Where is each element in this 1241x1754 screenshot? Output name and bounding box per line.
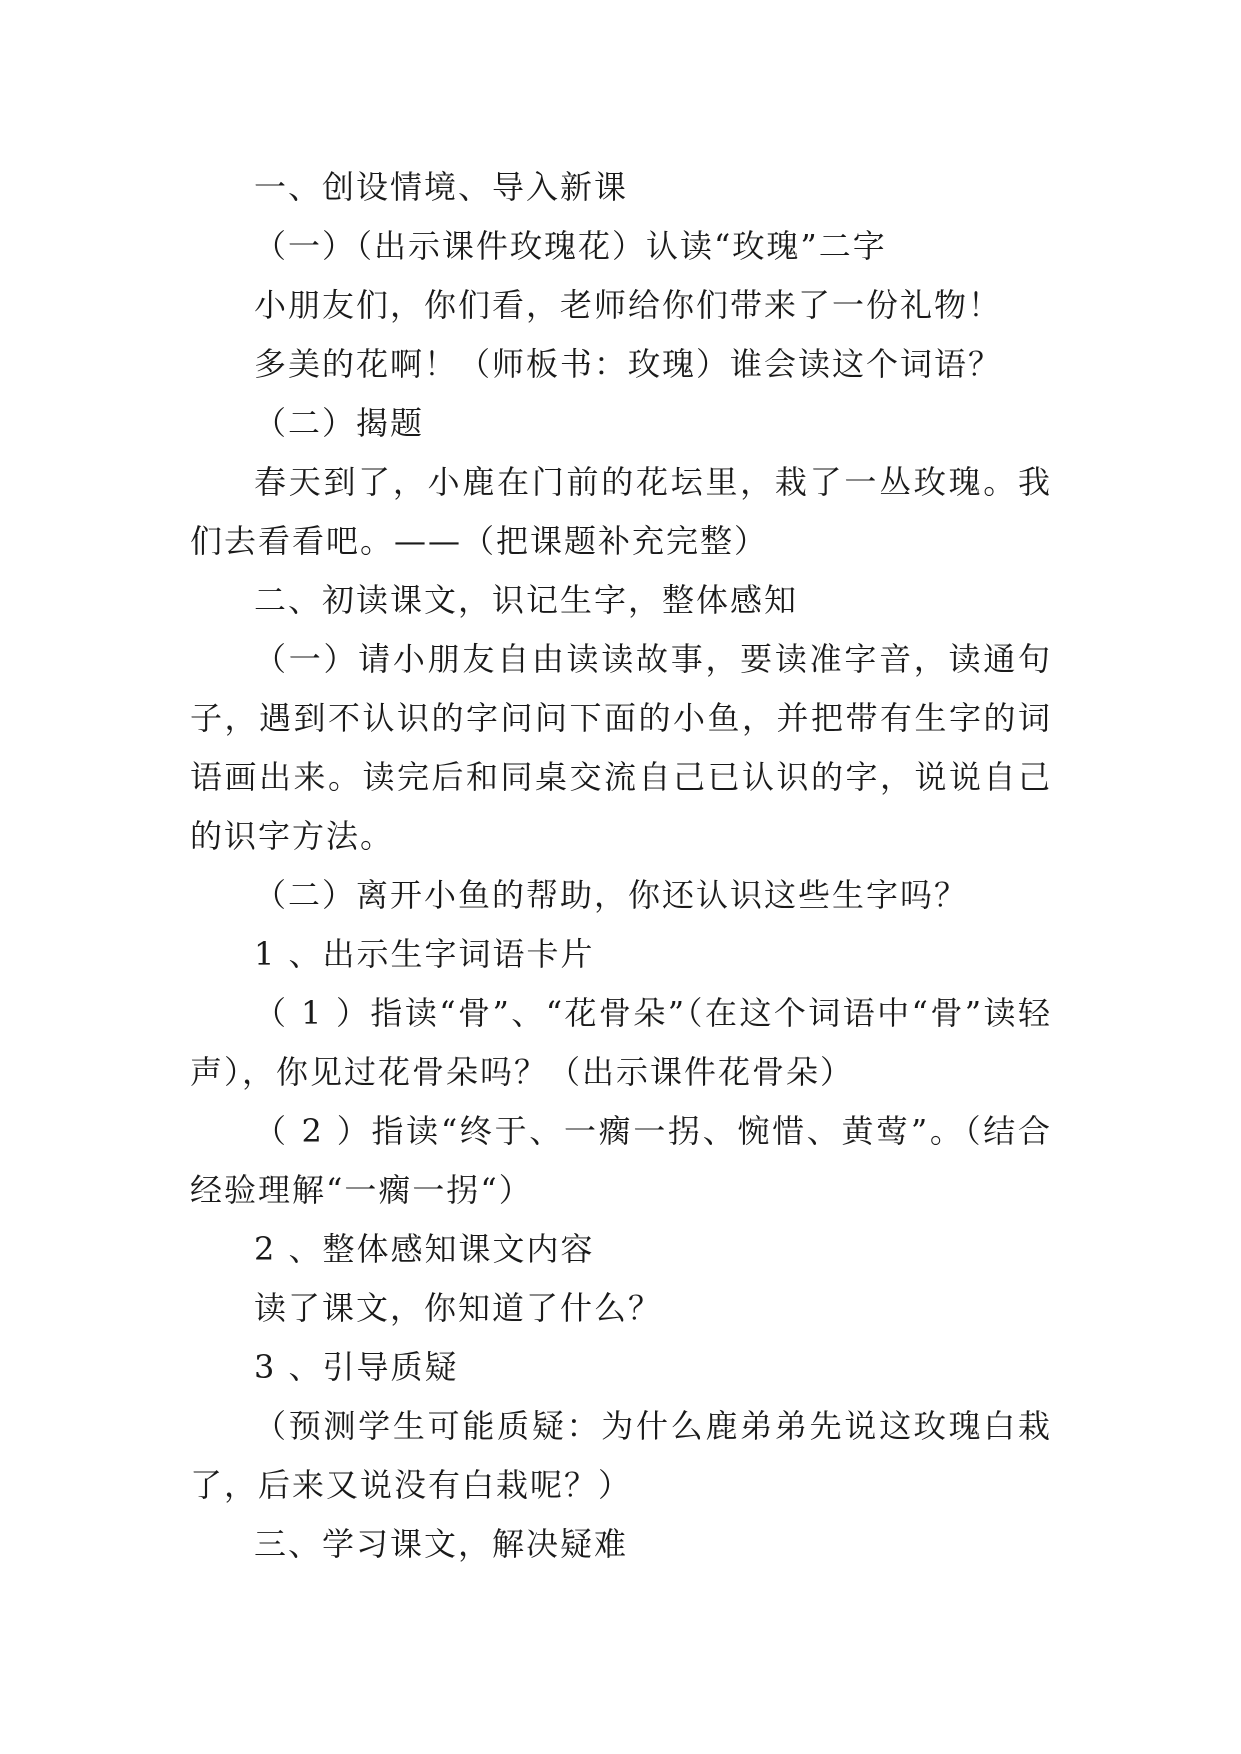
heading-section-1: 一、创设情境、导入新课	[254, 168, 629, 206]
subheading-1-2: （二）揭题	[254, 404, 425, 442]
paragraph: （ 2 ）指读“终于、一瘸一拐、惋惜、黄莺”。（结合经验理解“一瘸一拐“）	[190, 1112, 1052, 1209]
subheading-2-2: （二）离开小鱼的帮助，你还认识这些生字吗？	[254, 876, 969, 914]
paragraph: （ 1 ）指读“骨”、“花骨朵”（在这个词语中“骨”读轻声），你见过花骨朵吗？（出示课件花骨朵）	[190, 994, 1052, 1091]
paragraph: 读了课文，你知道了什么？	[254, 1289, 663, 1327]
heading-section-3: 三、学习课文，解决疑难	[254, 1525, 629, 1563]
document-body	[190, 158, 1052, 1574]
paragraph: 春天到了，小鹿在门前的花坛里，栽了一丛玫瑰。我们去看看吧。——（把课题补充完整）	[190, 463, 1052, 560]
paragraph: （一）请小朋友自由读读故事，要读准字音，读通句子，遇到不认识的字问问下面的小鱼，并把带有生字的词语画出来。读完后和同桌交流自己已认识的字，说说自己的识字方法。	[190, 640, 1052, 855]
heading-section-2: 二、初读课文，识记生字，整体感知	[254, 581, 799, 619]
list-item-1: 1 、出示生字词语卡片	[254, 935, 595, 973]
paragraph: 多美的花啊！（师板书：玫瑰）谁会读这个词语？	[254, 345, 1003, 383]
list-item-3: 3 、引导质疑	[254, 1348, 459, 1386]
paragraph: 小朋友们，你们看，老师给你们带来了一份礼物！	[254, 286, 1003, 324]
list-item-2: 2 、整体感知课文内容	[254, 1230, 595, 1268]
subheading-1-1: （一）（出示课件玫瑰花）认读“玫瑰”二字	[254, 227, 887, 265]
paragraph: （预测学生可能质疑：为什么鹿弟弟先说这玫瑰白栽了，后来又说没有白栽呢？）	[190, 1407, 1052, 1504]
